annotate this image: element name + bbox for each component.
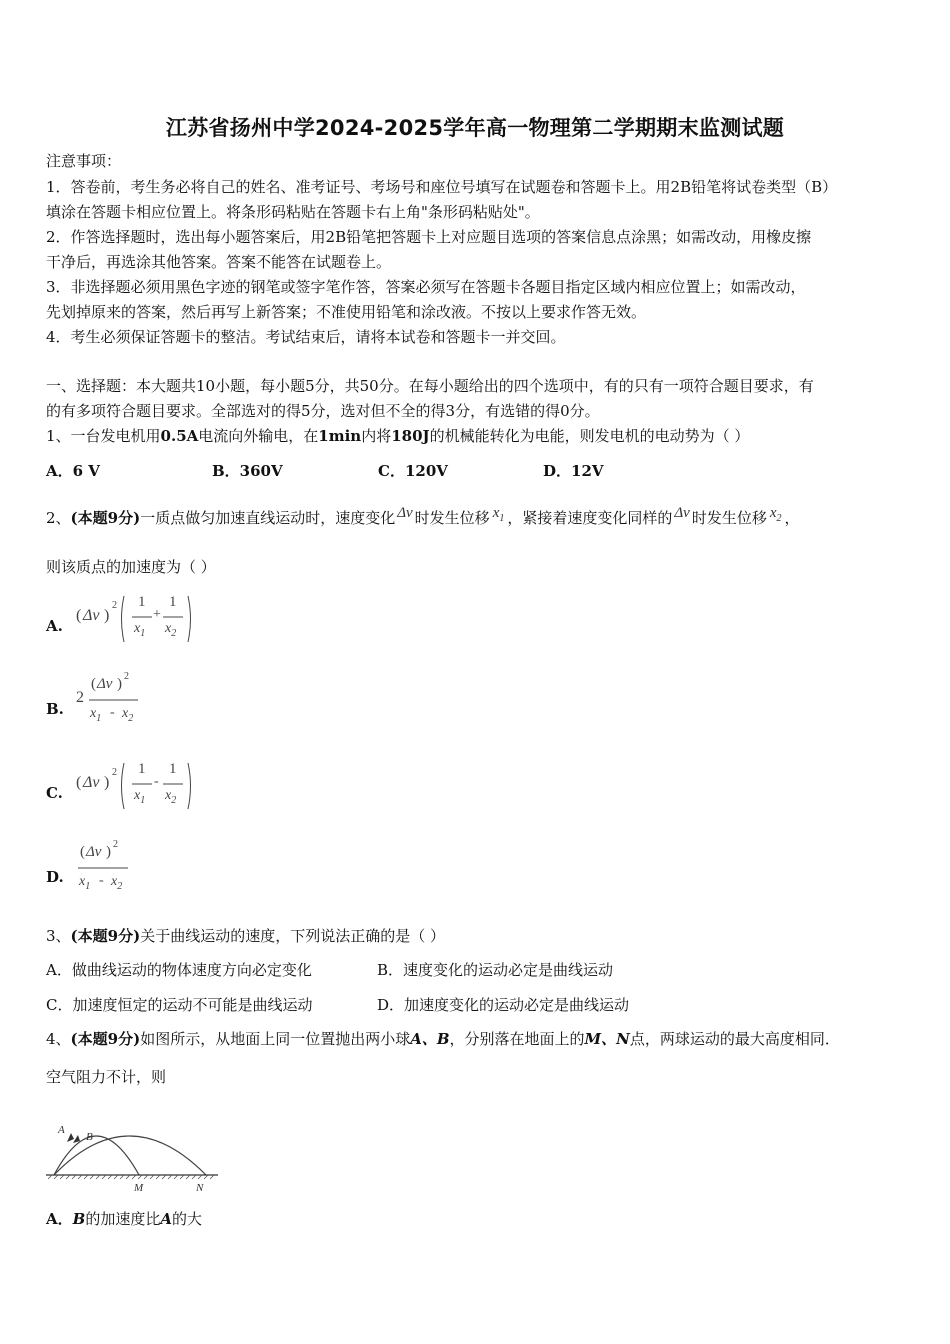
q2-x1-var: x	[492, 505, 500, 521]
q2a-x2-sub: 2	[171, 627, 177, 639]
q2d-sq: 2	[113, 839, 118, 850]
label-a: A	[58, 1124, 65, 1136]
q2c-sq: 2	[112, 767, 117, 778]
q1-text-2: 电流向外输电，在	[198, 427, 319, 445]
q2b-coef: 2	[76, 689, 84, 706]
notice-heading: 注意事项：	[46, 152, 122, 170]
q2-x2-sub: 2	[776, 513, 782, 524]
q1-option-c: C．120V	[378, 462, 448, 480]
q2-option-c-label: C.	[46, 784, 63, 802]
q2-number: 2、	[46, 509, 71, 527]
q2c-x1: x	[134, 788, 141, 803]
q4-points: (本题9分)	[70, 1030, 141, 1048]
label-n: N	[196, 1182, 204, 1194]
q4a-ball-b: B	[72, 1210, 86, 1228]
projectile-figure	[44, 1105, 224, 1195]
q2c-num1: 1	[138, 761, 146, 777]
q2c-num2: 1	[169, 761, 177, 777]
q4a-text-2: 的大	[171, 1210, 202, 1228]
q4-text-4: 空气阻力不计，则	[46, 1068, 167, 1086]
q4-points-mn: M、N	[584, 1030, 630, 1048]
notice-line-2: 填涂在答题卡相应位置上。将条形码粘贴在答题卡右上角"条形码粘贴处"。	[46, 203, 540, 221]
q2d-x1-sub: 1	[85, 880, 91, 892]
q3-points: (本题9分)	[70, 927, 141, 945]
q2b-dv: Δv	[97, 676, 113, 692]
q4-text-2: ，分别落在地面上的	[449, 1030, 585, 1048]
q2c-x1-sub: 1	[140, 794, 146, 806]
q2a-dv: Δv	[83, 607, 100, 624]
q2-option-c-formula: ( Δv ) 2 1 $x_1$ - 1 $x_2$	[76, 759, 206, 813]
q1-time: 1min	[318, 427, 362, 445]
q2-x2	[767, 505, 785, 524]
q2-x1	[490, 505, 508, 524]
q2-text-1: 一质点做匀加速直线运动时，速度变化	[140, 509, 396, 527]
section-line-2: 的有多项符合题目要求。全部选对的得5分，选对但不全的得3分，有选错的得0分。	[46, 402, 600, 420]
q1-current: 0.5A	[160, 427, 199, 445]
q3-option-d: D．加速度变化的运动必定是曲线运动	[377, 996, 630, 1014]
q2b-minus: -	[110, 705, 115, 720]
q2d-x2: x	[111, 874, 118, 889]
arrow-a	[67, 1133, 74, 1142]
notice-line-3: 2．作答选择题时，选出每小题答案后，用2B铅笔把答题卡上对应题目选项的答案信息点涂黑；如需改动，用橡皮擦	[46, 228, 812, 246]
q2-delta-v-2: Δv	[674, 505, 690, 521]
q1-text-3: 内将	[361, 427, 392, 445]
q2d-x2-sub: 2	[117, 880, 123, 892]
q2-option-d-label: D.	[46, 868, 64, 886]
q3-option-c: C．加速度恒定的运动不可能是曲线运动	[46, 996, 313, 1014]
q2a-sq: 2	[112, 600, 117, 611]
question-1-stem	[46, 425, 749, 447]
q4-number: 4、	[46, 1030, 71, 1048]
q2a-x1: x	[134, 621, 141, 636]
q1-option-a: A．6 V	[46, 462, 100, 480]
q2c-dv: Δv	[83, 774, 100, 791]
q2-question: 则该质点的加速度为（ ）	[46, 558, 216, 576]
q2-option-a-label: A.	[46, 617, 63, 635]
notice-line-4: 干净后，再选涂其他答案。答案不能答在试题卷上。	[46, 253, 392, 271]
q1-text-1: 1、一台发电机用	[46, 427, 161, 445]
trajectory-a	[54, 1136, 139, 1175]
q3-option-b: B．速度变化的运动必定是曲线运动	[377, 961, 614, 979]
q2a-num1: 1	[138, 594, 146, 610]
q4-option-a	[46, 1208, 202, 1230]
q3-option-a: A．做曲线运动的物体速度方向必定变化	[46, 961, 312, 979]
page-title: 江苏省扬州中学2024-2025学年高一物理第二学期期末监测试题	[165, 116, 785, 140]
q3-text: 关于曲线运动的速度，下列说法正确的是（ ）	[140, 927, 445, 945]
q2c-x2: x	[165, 788, 172, 803]
q2-x1-sub: 1	[499, 513, 505, 524]
q2-text-2: 时发生位移	[414, 509, 490, 527]
q2-delta-v-1: Δv	[397, 505, 413, 521]
q2d-minus: -	[99, 873, 104, 888]
q2-option-d-formula: ( Δv ) 2 $x_1$ - $x_2$	[79, 839, 123, 892]
q2-x2-var: x	[769, 505, 777, 521]
q2a-plus: +	[153, 607, 161, 622]
q1-text-4: 的机械能转化为电能，则发电机的电动势为（ ）	[429, 427, 750, 445]
q4a-label: A．	[46, 1210, 73, 1228]
q2a-x2: x	[165, 621, 172, 636]
notice-line-5: 3．非选择题必须用黑色字迹的钢笔或签字笔作答，答案必须写在答题卡各题目指定区域内相应位置上；如需改动，	[46, 278, 806, 296]
q2d-x1: x	[79, 874, 86, 889]
q2c-x2-sub: 2	[171, 794, 177, 806]
section-line-1: 一、选择题：本大题共10小题，每小题5分，共50分。在每小题给出的四个选项中，有的只有一项符合题目要求，有	[46, 377, 814, 395]
q1-energy: 180J	[391, 427, 430, 445]
notice-line-7: 4．考生必须保证答题卡的整洁。考试结束后，请将本试卷和答题卡一并交回。	[46, 328, 566, 346]
label-b: B	[86, 1131, 93, 1143]
q2b-x2-sub: 2	[128, 712, 134, 724]
label-m: M	[134, 1182, 144, 1194]
question-2-stem	[46, 507, 800, 536]
q2c-minus: -	[154, 774, 159, 789]
q2-text-3: ，紧接着速度变化同样的	[507, 509, 673, 527]
q2-points: (本题9分)	[70, 509, 141, 527]
q4-text-1: 如图所示，从地面上同一位置抛出两小球	[140, 1030, 411, 1048]
q2a-num2: 1	[169, 594, 177, 610]
q4-text-3: 点，两球运动的最大高度相同．	[629, 1030, 840, 1048]
q2b-x2: x	[122, 706, 129, 721]
q4a-ball-a: A	[160, 1210, 172, 1228]
q2b-x1: x	[90, 706, 97, 721]
q2b-x1-sub: 1	[96, 712, 102, 724]
q2d-dv: Δv	[86, 844, 102, 860]
q2a-x1-sub: 1	[140, 627, 146, 639]
q1-option-d: D．12V	[543, 462, 604, 480]
q2-text-4: 时发生位移	[691, 509, 767, 527]
q4a-text-1: 的加速度比	[85, 1210, 161, 1228]
notice-line-6: 先划掉原来的答案，然后再写上新答案；不准使用铅笔和涂改液。不按以上要求作答无效。	[46, 303, 647, 321]
q2-option-b-label: B.	[46, 700, 64, 718]
q1-option-b: B．360V	[212, 462, 283, 480]
q2-option-b-formula: 2 ( Δv ) 2 $x_1$ - $x_2$	[76, 671, 134, 724]
q3-number: 3、	[46, 927, 71, 945]
q2-text-5: ，	[784, 509, 800, 527]
notice-line-1: 1．答卷前，考生务必将自己的姓名、准考证号、考场号和座位号填写在试题卷和答题卡上。用2B铅笔将试卷类型（B）	[46, 178, 838, 196]
q2-option-a-formula: ( Δv ) 2 1 $x_1$ + 1 $x_2$	[76, 592, 206, 646]
q2b-sq: 2	[124, 671, 129, 682]
question-4-stem	[46, 1028, 840, 1050]
q4-balls: A、B	[410, 1030, 450, 1048]
question-3-stem	[46, 925, 445, 947]
